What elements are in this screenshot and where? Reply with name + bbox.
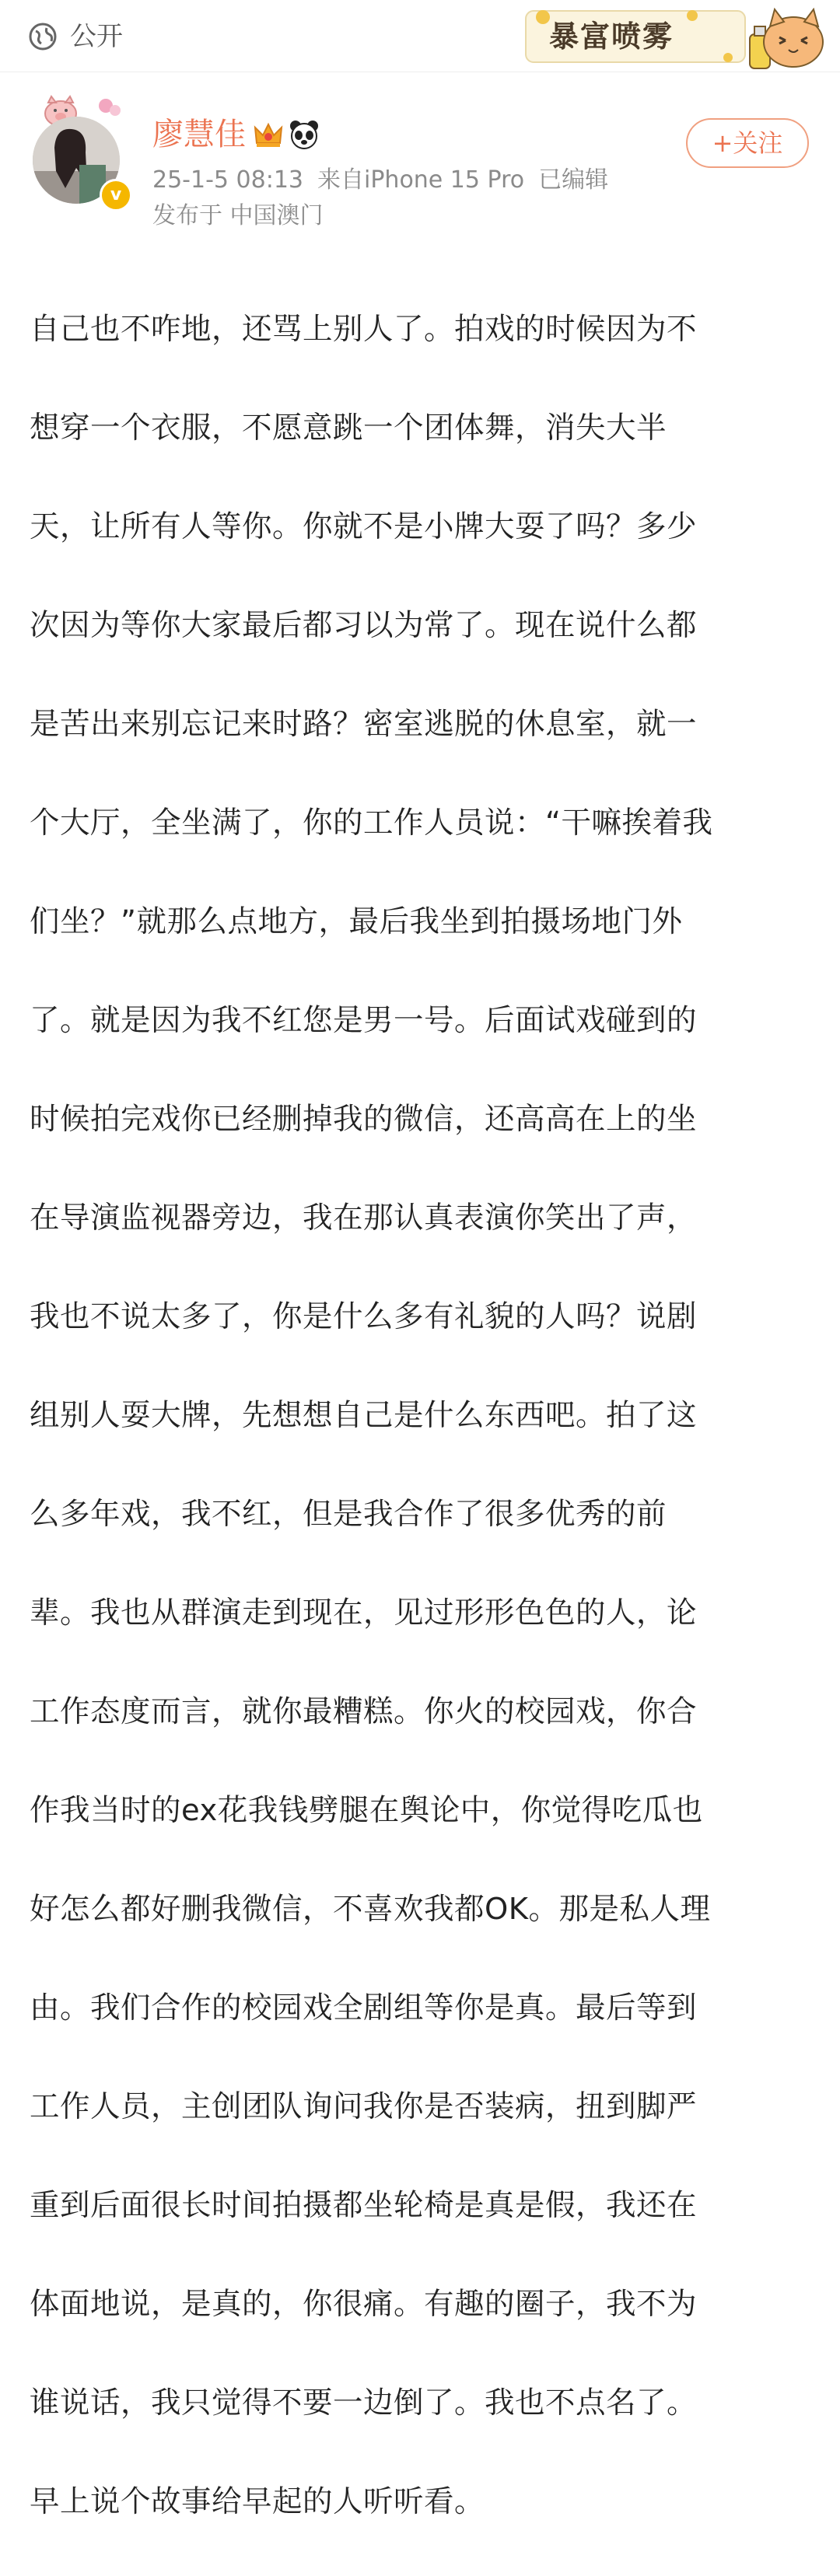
visibility-label[interactable]: 公开 bbox=[70, 21, 123, 52]
content-line: 在导演监视器旁边，我在那认真表演你笑出了声， bbox=[30, 1200, 698, 1236]
content-line: 体面地说，是真的，你很痛。有趣的圈子，我不为 bbox=[30, 2286, 698, 2322]
post-content bbox=[30, 255, 815, 2576]
content-line: 工作人员，主创团队询问我你是否装病，扭到脚严 bbox=[30, 2088, 698, 2124]
post-meta bbox=[152, 163, 622, 197]
content-line: 了。就是因为我不红您是男一号。后面试戏碰到的 bbox=[30, 1002, 698, 1038]
globe-icon bbox=[28, 22, 58, 51]
verified-badge-icon: v bbox=[100, 179, 132, 211]
content-line: 工作态度而言，就你最糟糕。你火的校园戏，你合 bbox=[30, 1693, 698, 1729]
content-line: 由。我们合作的校园戏全剧组等你是真。最后等到 bbox=[30, 1990, 698, 2025]
content-line: 重到后面很长时间拍摄都坐轮椅是真是假，我还在 bbox=[30, 2187, 698, 2223]
content-line: 个大厅，全坐满了，你的工作人员说：“干嘛挨着我 bbox=[30, 805, 713, 841]
post-location: 发布于 中国澳门 bbox=[152, 202, 324, 229]
follow-button[interactable]: +关注 bbox=[686, 118, 809, 168]
content-line: 是苦出来别忘记来时路？密室逃脱的休息室，就一 bbox=[30, 706, 698, 742]
content-line: 天，让所有人等你。你就不是小牌大耍了吗？多少 bbox=[30, 509, 698, 544]
content-line: 么多年戏，我不红，但是我合作了很多优秀的前 bbox=[30, 1496, 667, 1532]
content-line: 自己也不咋地，还骂上别人了。拍戏的时候因为不 bbox=[30, 311, 698, 347]
content-line: 早上说个故事给早起的人听听看。 bbox=[30, 2483, 485, 2519]
content-line: 们坐？”就那么点地方，最后我坐到拍摄场地门外 bbox=[30, 904, 683, 939]
edited-label[interactable]: 已编辑 bbox=[538, 166, 609, 194]
content-line: 辈。我也从群演走到现在，见过形形色色的人，论 bbox=[30, 1595, 698, 1631]
content-line: 组别人耍大牌，先想想自己是什么东西吧。拍了这 bbox=[30, 1397, 698, 1433]
avatar[interactable] bbox=[25, 87, 126, 204]
content-line: 想穿一个衣服，不愿意跳一个团体舞，消失大半 bbox=[30, 410, 667, 446]
author-name[interactable]: 廖慧佳 bbox=[152, 117, 246, 152]
top-bar bbox=[0, 0, 840, 72]
content-line: 好怎么都好删我微信，不喜欢我都OK。那是私人理 bbox=[30, 1891, 711, 1927]
content-line: 谁说话，我只觉得不要一边倒了。我也不点名了。 bbox=[30, 2385, 698, 2420]
content-line: 我也不说太多了，你是什么多有礼貌的人吗？说剧 bbox=[30, 1298, 698, 1334]
content-line: 作我当时的ex花我钱劈腿在舆论中，你觉得吃瓜也 bbox=[30, 1792, 703, 1828]
panda-icon bbox=[288, 118, 320, 151]
post-source: 来自iPhone 15 Pro bbox=[317, 166, 525, 194]
crown-icon bbox=[252, 118, 285, 151]
post-time: 25-1-5 08:13 bbox=[152, 166, 303, 194]
content-line: 时候拍完戏你已经删掉我的微信，还高高在上的坐 bbox=[30, 1101, 698, 1137]
content-line: 次因为等你大家最后都习以为常了。现在说什么都 bbox=[30, 607, 698, 643]
banner-text: 暴富喷雾 bbox=[549, 19, 674, 54]
